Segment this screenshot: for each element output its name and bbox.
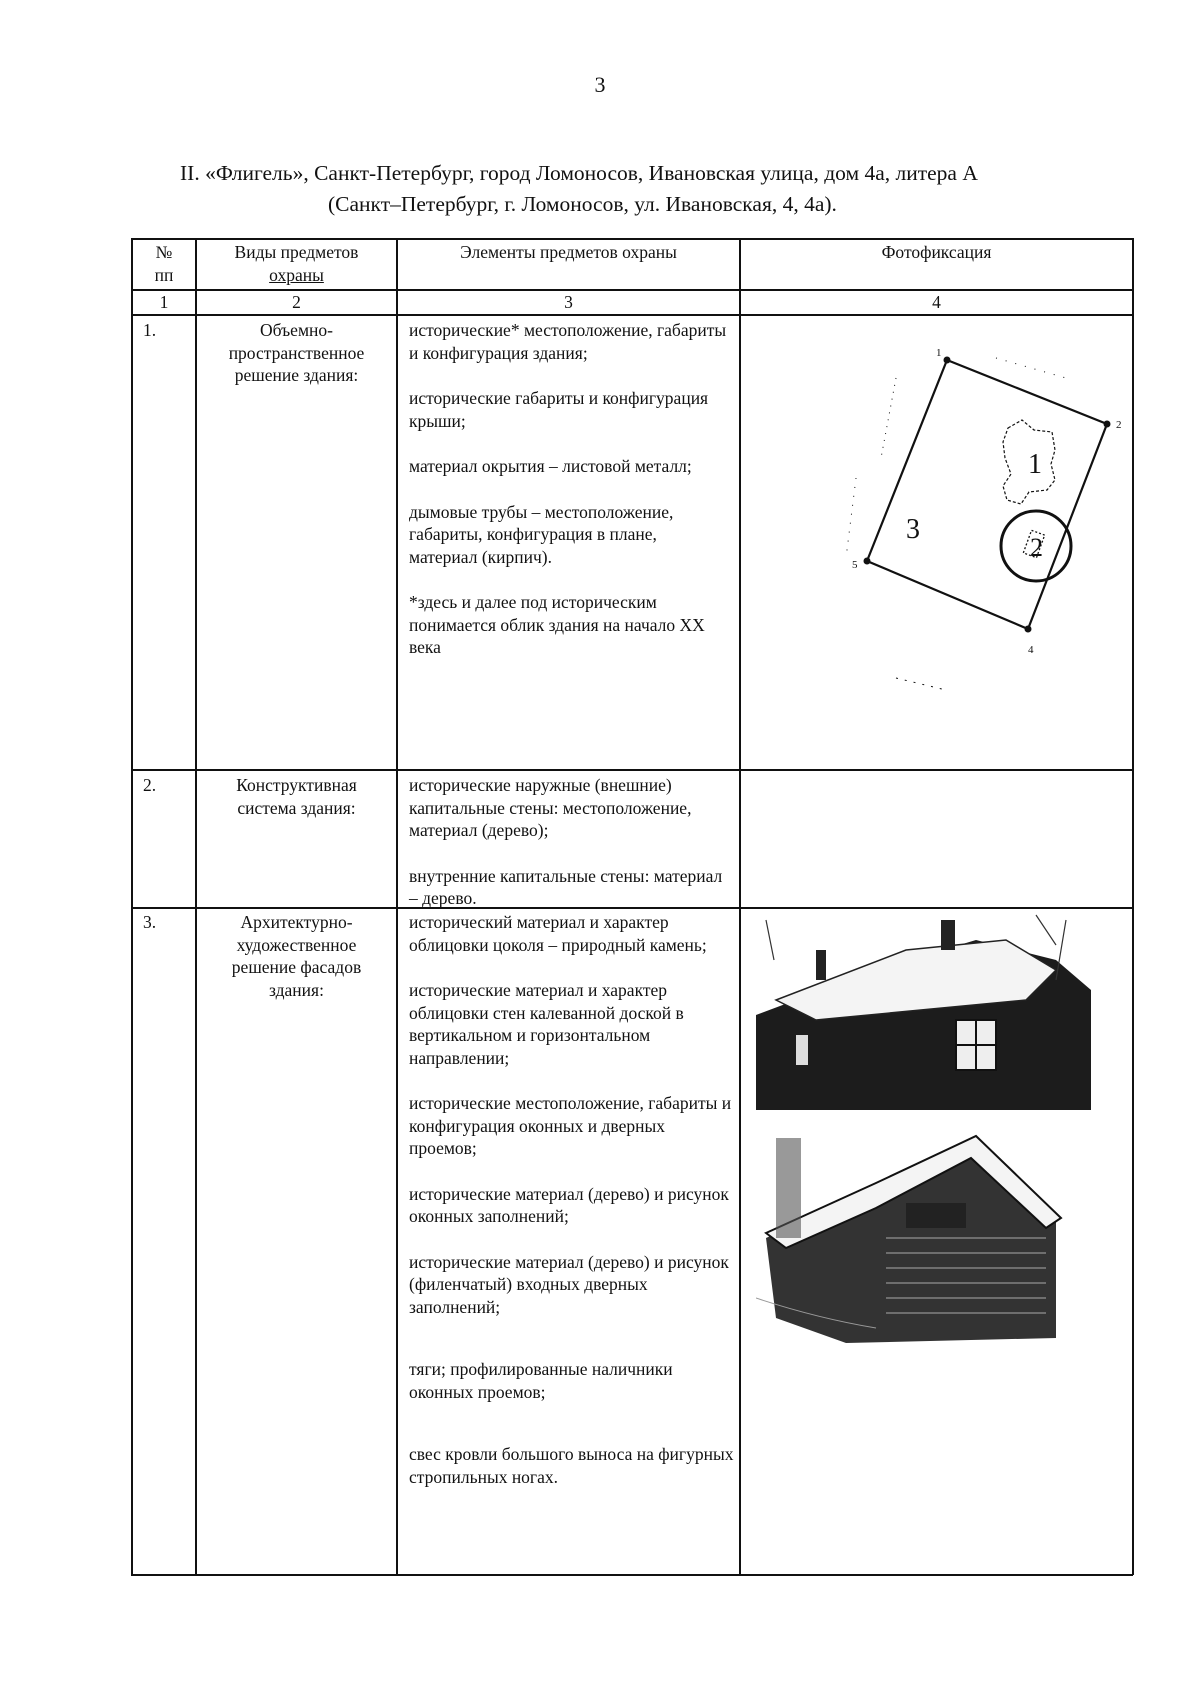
row1-element: дымовые трубы – местоположение, габариты, конфигурация в плане, материал (кирпич).: [409, 501, 674, 567]
col-divider-3: [739, 238, 741, 1575]
plan-vertex: [864, 558, 871, 565]
vertex-label-2: 2: [1116, 419, 1122, 431]
row2-element: исторические наружные (внешние) капитальные стены: местоположение, материал (дерево);: [409, 775, 692, 840]
header-num-line1: №: [155, 242, 173, 262]
plot-boundary: [867, 360, 1107, 629]
row3-element: тяги; профилированные наличники оконных проемов;: [409, 1359, 673, 1402]
row1-element: *здесь и далее под историческим понимается облик здания на начало XX века: [409, 592, 705, 657]
row2-elements: [409, 774, 734, 933]
row3-element: свес кровли большого выноса на фигурных стропильных ногах.: [409, 1444, 734, 1487]
header-types-line2: охраны: [269, 264, 324, 285]
colnum-separator: [131, 314, 1133, 316]
plan-vertex: [944, 357, 951, 364]
table-border-right: [1132, 238, 1134, 1575]
plan-scatter: [846, 478, 856, 558]
colnum-1: 1: [159, 292, 169, 312]
plan-vertex: [1104, 421, 1111, 428]
table-border-top: [131, 238, 1133, 240]
header-num: [133, 241, 195, 286]
row1-element: материал окрытия – листовой металл;: [409, 456, 692, 476]
vertex-label-1: 1: [936, 347, 942, 359]
row3-element: исторический материал и характер облицовки цоколя – природный камень;: [409, 912, 707, 955]
row3-element: исторические местоположение, габариты и конфигурация оконных и дверных проемов;: [409, 1093, 732, 1158]
site-plan-photo: [746, 318, 1126, 768]
colnum-2: 2: [292, 292, 301, 312]
vertex-label-5: 5: [852, 559, 858, 571]
row3-type: Архитектурно- художественное решение фасадов здания:: [231, 912, 362, 1000]
header-photo: Фотофиксация: [881, 242, 992, 262]
col-divider-2: [396, 238, 398, 1575]
protection-table: [131, 238, 1133, 1574]
row1-element: исторические габариты и конфигурация крыши;: [409, 388, 709, 431]
row2-type: Конструктивная система здания:: [236, 775, 357, 818]
row1-elements: [409, 319, 729, 682]
header-elements: Элементы предметов охраны: [460, 242, 677, 262]
header-types-line1: Виды предметов: [234, 242, 359, 262]
plan-scatter: [996, 358, 1066, 378]
table-border-bottom: [131, 1574, 1133, 1576]
row1-type: Объемно- пространственное решение здания:: [228, 320, 365, 385]
row1-element: исторические* местоположение, габариты и конфигурация здания;: [409, 320, 727, 363]
document-heading: [180, 158, 1140, 220]
colnum-3: 3: [564, 292, 573, 312]
row3-element: исторические материал (дерево) и рисунок оконных заполнений;: [409, 1183, 729, 1226]
plan-scatter: [896, 678, 946, 690]
heading-line-1: II. «Флигель», Санкт-Петербург, город Ломоносов, Ивановская улица, дом 4а, литера А: [180, 161, 978, 185]
zone-label-3: 3: [906, 514, 920, 545]
colnum-4: 4: [932, 292, 941, 312]
row3-num: 3.: [143, 912, 157, 932]
zone-label-1: 1: [1028, 449, 1042, 480]
page-number: 3: [594, 72, 606, 97]
row1-num: 1.: [143, 320, 157, 340]
header-types: [197, 241, 396, 286]
row3-element: исторические материал и характер облицовки стен калеванной доской в вертикальном и горизонтальном направлении;: [409, 980, 684, 1068]
row2-element: внутренние капитальные стены: материал – дерево.: [409, 865, 723, 908]
house-photo-1: [756, 910, 1091, 1110]
plan-scatter: [881, 378, 896, 458]
row2-num: 2.: [143, 775, 157, 795]
house-photo-2: [756, 1118, 1091, 1348]
row-separator-1: [131, 769, 1133, 771]
vertex-label-4: 4: [1028, 644, 1034, 656]
table-border-left: [131, 238, 133, 1575]
row3-element: исторические материал (дерево) и рисунок (филенчатый) входных дверных заполнений;: [409, 1251, 729, 1317]
zone-label-2: 2: [1030, 533, 1043, 562]
header-num-line2: пп: [154, 264, 174, 285]
row3-elements: [409, 911, 734, 1511]
plan-vertex: [1025, 626, 1032, 633]
col-divider-1: [195, 238, 197, 1575]
heading-line-2: (Санкт–Петербург, г. Ломоносов, ул. Ивановская, 4, 4а).: [328, 192, 837, 216]
